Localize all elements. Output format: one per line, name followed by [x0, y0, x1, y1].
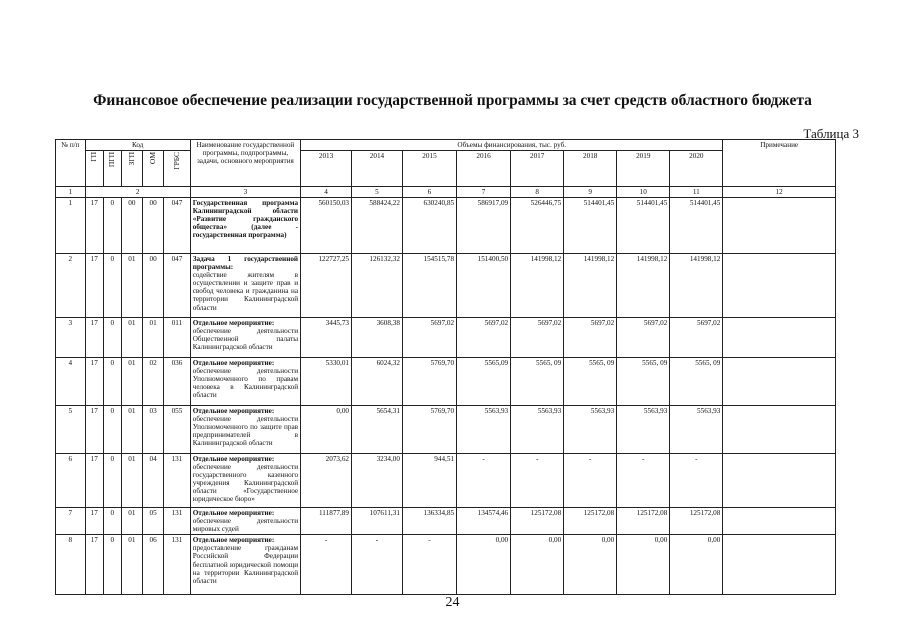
- financing-value: 514401,45: [670, 198, 723, 254]
- code-om: 01: [142, 318, 163, 358]
- header-year: 2020: [670, 151, 723, 187]
- financing-value: 5563,93: [670, 406, 723, 454]
- financing-value: 5563,93: [617, 406, 670, 454]
- financing-value: 5565, 09: [617, 358, 670, 406]
- financing-value: 5563,93: [457, 406, 511, 454]
- row-number: 5: [56, 406, 86, 454]
- financing-value: -: [617, 454, 670, 508]
- financing-value: 107611,31: [352, 508, 403, 535]
- financing-value: 2073,62: [301, 454, 352, 508]
- code-gp: 17: [85, 508, 103, 535]
- header-kod-grbs: ГРБС: [164, 151, 191, 187]
- header-kod-pgp: ПГП: [103, 151, 121, 187]
- financing-value: 0,00: [617, 535, 670, 595]
- financing-value: 0,00: [670, 535, 723, 595]
- note-cell: [723, 198, 836, 254]
- financing-value: 0,00: [301, 406, 352, 454]
- code-gp: 17: [85, 254, 103, 318]
- code-zgp: 01: [121, 358, 142, 406]
- code-grbs: 011: [164, 318, 191, 358]
- table-label: Таблица 3: [803, 126, 859, 141]
- row-number: 8: [56, 535, 86, 595]
- header-year: 2017: [511, 151, 564, 187]
- code-grbs: 036: [164, 358, 191, 406]
- code-grbs: 131: [164, 454, 191, 508]
- header-year: 2019: [617, 151, 670, 187]
- program-name-bold: Отдельное мероприятие:: [192, 455, 275, 464]
- financing-value: 560150,03: [301, 198, 352, 254]
- row-number: 1: [56, 198, 86, 254]
- code-zgp: 01: [121, 406, 142, 454]
- financing-value: 5565, 09: [670, 358, 723, 406]
- header-note: Примечание: [723, 140, 836, 187]
- financing-value: 5565, 09: [564, 358, 617, 406]
- code-gp: 17: [85, 454, 103, 508]
- table-body: [56, 198, 836, 595]
- financing-value: -: [402, 535, 456, 595]
- row-number: 6: [56, 454, 86, 508]
- header-year: 2016: [457, 151, 511, 187]
- table-row: [56, 358, 836, 406]
- financing-value: 0,00: [457, 535, 511, 595]
- code-grbs: 131: [164, 508, 191, 535]
- financing-value: 6024,32: [352, 358, 403, 406]
- column-number: 6: [402, 187, 456, 198]
- financing-value: 125172,08: [564, 508, 617, 535]
- financing-value: 3608,38: [352, 318, 403, 358]
- code-om: 03: [142, 406, 163, 454]
- code-pgp: 0: [103, 535, 121, 595]
- program-name-bold: Отдельное мероприятие:: [192, 319, 275, 328]
- financing-value: -: [301, 535, 352, 595]
- document-title: Финансовое обеспечение реализации государственной программы за счет средств областного бюджета: [93, 92, 812, 109]
- note-cell: [723, 406, 836, 454]
- financing-value: 126132,32: [352, 254, 403, 318]
- financing-value: 5697,02: [617, 318, 670, 358]
- table-row: [56, 454, 836, 508]
- code-zgp: 01: [121, 254, 142, 318]
- header-kod-om: ОМ: [142, 151, 163, 187]
- program-name: [190, 406, 300, 454]
- program-name: [190, 198, 300, 254]
- table-row: [56, 318, 836, 358]
- column-number: 3: [190, 187, 300, 198]
- program-name-detail: обеспечение деятельности мировых судей: [192, 517, 299, 534]
- header-name: Наименование государственной программы, подпрограммы, задачи, основного мероприятия: [190, 140, 300, 187]
- page-number: 24: [445, 595, 460, 610]
- code-grbs: 047: [164, 254, 191, 318]
- financing-value: 5565, 09: [511, 358, 564, 406]
- code-pgp: 0: [103, 508, 121, 535]
- financing-value: -: [511, 454, 564, 508]
- financing-value: 141998,12: [564, 254, 617, 318]
- financing-value: 125172,08: [511, 508, 564, 535]
- code-zgp: 01: [121, 535, 142, 595]
- financing-table: [55, 139, 836, 595]
- financing-value: 5697,02: [402, 318, 456, 358]
- program-name-bold: Отдельное мероприятие:: [192, 359, 275, 368]
- program-name-bold: Задача 1 государственной программы:: [192, 255, 299, 272]
- financing-value: 5697,02: [564, 318, 617, 358]
- financing-value: 5697,02: [670, 318, 723, 358]
- program-name: [190, 508, 300, 535]
- financing-value: 151400,50: [457, 254, 511, 318]
- program-name: [190, 254, 300, 318]
- note-cell: [723, 454, 836, 508]
- financing-value: 630240,85: [402, 198, 456, 254]
- program-name-detail: обеспечение деятельности Уполномоченного по правам человека в Калининградской области: [192, 367, 299, 400]
- financing-value: 3445,73: [301, 318, 352, 358]
- column-number-row: [56, 187, 836, 198]
- column-number: 7: [457, 187, 511, 198]
- financing-value: 5769,70: [402, 358, 456, 406]
- program-name-bold: Отдельное мероприятие:: [192, 509, 275, 518]
- financing-value: 111877,89: [301, 508, 352, 535]
- code-gp: 17: [85, 406, 103, 454]
- financing-value: 588424,22: [352, 198, 403, 254]
- row-number: 3: [56, 318, 86, 358]
- financing-value: 5563,93: [564, 406, 617, 454]
- table-row: [56, 198, 836, 254]
- note-cell: [723, 254, 836, 318]
- code-om: 05: [142, 508, 163, 535]
- financing-value: -: [352, 535, 403, 595]
- table-row: [56, 535, 836, 595]
- financing-value: 122727,25: [301, 254, 352, 318]
- financing-value: 141998,12: [617, 254, 670, 318]
- code-om: 04: [142, 454, 163, 508]
- code-pgp: 0: [103, 454, 121, 508]
- code-gp: 17: [85, 318, 103, 358]
- financing-value: 154515,78: [402, 254, 456, 318]
- column-number: 9: [564, 187, 617, 198]
- financing-value: 586917,09: [457, 198, 511, 254]
- financing-value: 125172,08: [670, 508, 723, 535]
- program-name-bold: Отдельное мероприятие:: [192, 407, 275, 416]
- column-number: 10: [617, 187, 670, 198]
- financing-value: 5697,02: [511, 318, 564, 358]
- code-pgp: 0: [103, 254, 121, 318]
- financing-value: 5769,70: [402, 406, 456, 454]
- financing-value: 514401,45: [564, 198, 617, 254]
- code-om: 06: [142, 535, 163, 595]
- header-year: 2018: [564, 151, 617, 187]
- financing-value: 5565,09: [457, 358, 511, 406]
- code-gp: 17: [85, 198, 103, 254]
- financing-value: -: [457, 454, 511, 508]
- code-zgp: 01: [121, 454, 142, 508]
- financing-value: 5330,01: [301, 358, 352, 406]
- header-num: № п/п: [56, 140, 86, 187]
- column-number: 5: [352, 187, 403, 198]
- financing-value: 944,51: [402, 454, 456, 508]
- program-name-bold: Отдельное мероприятие:: [192, 536, 275, 545]
- code-grbs: 047: [164, 198, 191, 254]
- column-number: 4: [301, 187, 352, 198]
- note-cell: [723, 358, 836, 406]
- header-year: 2015: [402, 151, 456, 187]
- note-cell: [723, 318, 836, 358]
- financing-value: 3234,00: [352, 454, 403, 508]
- header-year: 2014: [352, 151, 403, 187]
- financing-value: 5563,93: [511, 406, 564, 454]
- program-name: [190, 358, 300, 406]
- code-grbs: 131: [164, 535, 191, 595]
- financing-value: -: [670, 454, 723, 508]
- column-number: 12: [723, 187, 836, 198]
- code-grbs: 055: [164, 406, 191, 454]
- code-pgp: 0: [103, 318, 121, 358]
- code-om: 00: [142, 254, 163, 318]
- financing-value: 136334,85: [402, 508, 456, 535]
- code-gp: 17: [85, 358, 103, 406]
- code-gp: 17: [85, 535, 103, 595]
- header-kod-zgp: ЗГП: [121, 151, 142, 187]
- program-name-detail: предоставление гражданам Российской Федерации бесплатной юридической помощи на территории Калининградской области: [192, 544, 299, 585]
- program-name: [190, 535, 300, 595]
- code-zgp: 00: [121, 198, 142, 254]
- financing-value: 5654,31: [352, 406, 403, 454]
- program-name-detail: обеспечение деятельности государственного казенного учреждения Калининградской области «Государственное юридическое бюро»: [192, 463, 299, 504]
- program-name-detail: обеспечение деятельности Общественной палаты Калининградской области: [192, 327, 299, 352]
- financing-value: 514401,45: [617, 198, 670, 254]
- column-number: 8: [511, 187, 564, 198]
- financing-value: 141998,12: [511, 254, 564, 318]
- code-zgp: 01: [121, 508, 142, 535]
- program-name-detail: содействие жителям в осуществлении и защите прав и свобод человека и гражданина на территории Калининградской области: [192, 271, 299, 312]
- program-name: [190, 318, 300, 358]
- financing-value: 134574,46: [457, 508, 511, 535]
- row-number: 2: [56, 254, 86, 318]
- code-om: 00: [142, 198, 163, 254]
- header-year: 2013: [301, 151, 352, 187]
- code-pgp: 0: [103, 198, 121, 254]
- header-kod-gp: ГП: [85, 151, 103, 187]
- header-volumes: Объемы финансирования, тыс. руб.: [301, 140, 723, 151]
- row-number: 7: [56, 508, 86, 535]
- financing-value: 5697,02: [457, 318, 511, 358]
- financing-value: 0,00: [564, 535, 617, 595]
- code-om: 02: [142, 358, 163, 406]
- financing-value: 526446,75: [511, 198, 564, 254]
- table-row: [56, 254, 836, 318]
- note-cell: [723, 508, 836, 535]
- financing-value: 0,00: [511, 535, 564, 595]
- program-name-detail: обеспечение деятельности Уполномоченного по защите прав предпринимателей в Калининградской области: [192, 415, 299, 448]
- row-number: 4: [56, 358, 86, 406]
- financing-value: -: [564, 454, 617, 508]
- header-kod: Код: [85, 140, 190, 151]
- column-number: 1: [56, 187, 86, 198]
- program-name-bold: Государственная программа Калининградской области «Развитие гражданского общества» (далее - государственная программа): [192, 199, 299, 240]
- code-zgp: 01: [121, 318, 142, 358]
- program-name: [190, 454, 300, 508]
- column-number: 11: [670, 187, 723, 198]
- note-cell: [723, 535, 836, 595]
- code-pgp: 0: [103, 358, 121, 406]
- column-number: 2: [85, 187, 190, 198]
- financing-value: 125172,08: [617, 508, 670, 535]
- table-row: [56, 406, 836, 454]
- financing-value: 141998,12: [670, 254, 723, 318]
- table-row: [56, 508, 836, 535]
- code-pgp: 0: [103, 406, 121, 454]
